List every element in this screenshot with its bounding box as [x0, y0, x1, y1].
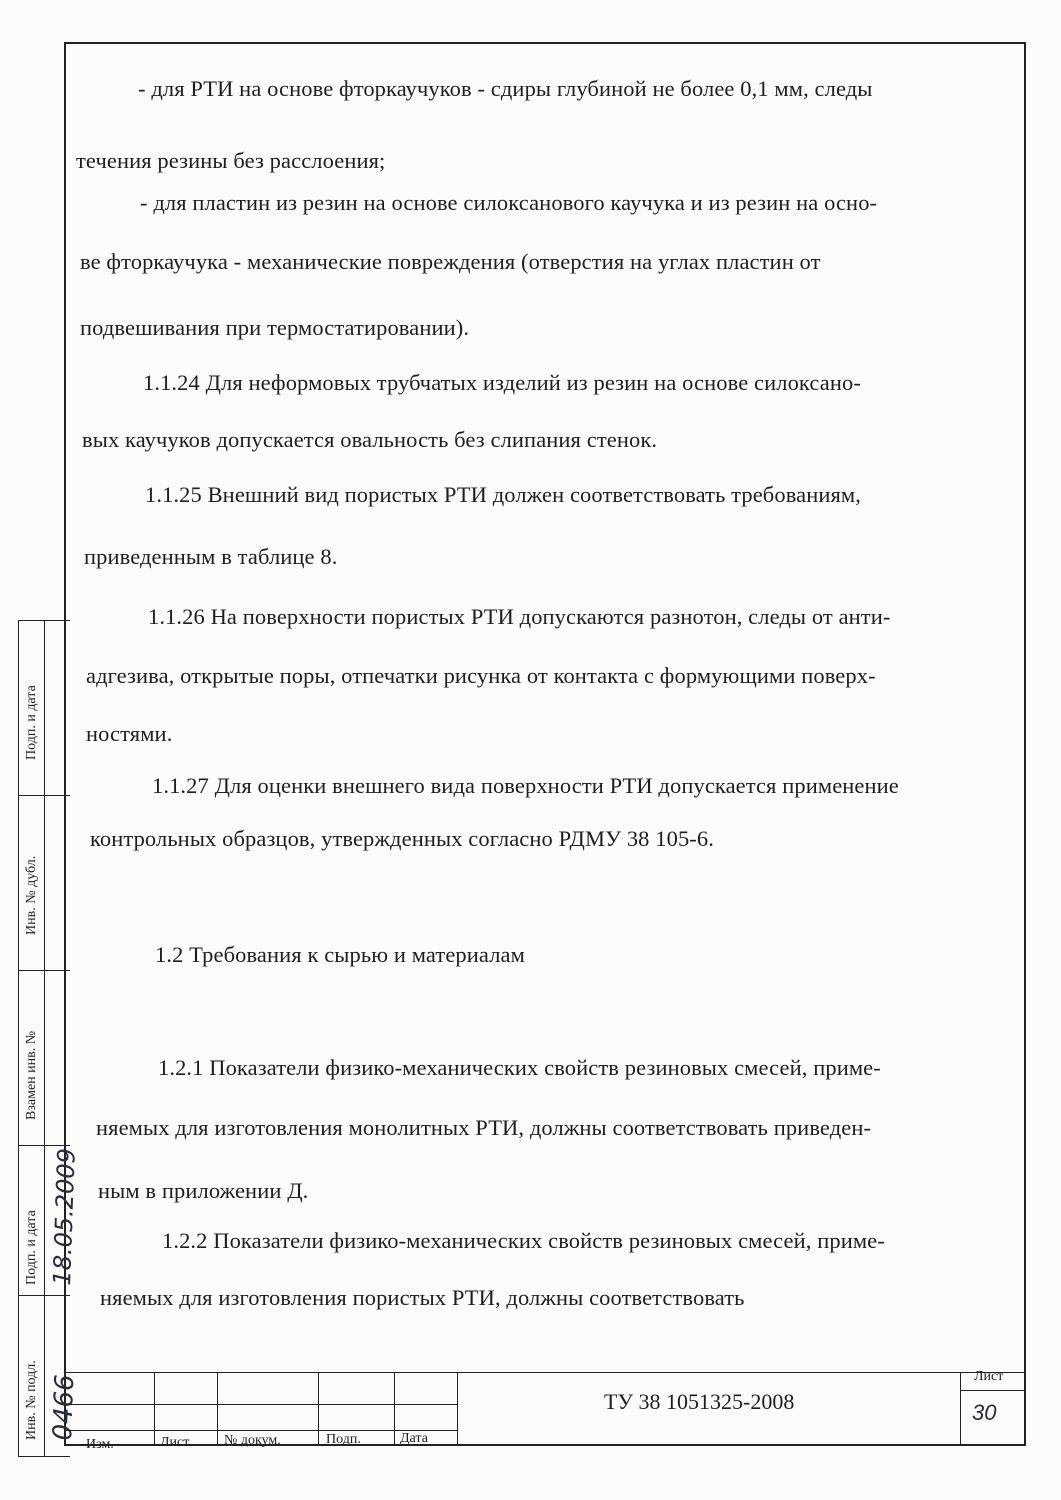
column-label-change: Изм. [86, 1437, 114, 1452]
text-line-6: 1.1.24 Для неформовых трубчатых изделий из резин на основе силоксано- [143, 370, 861, 395]
handwritten-inventory-number: 0466 [48, 1373, 81, 1442]
text-line-19: 1.2.2 Показатели физико-механических свойств резиновых смесей, приме- [162, 1228, 885, 1253]
strip-label-sign-date: Подп. и дата [24, 685, 39, 760]
text-line-2: течения резины без расслоения; [76, 148, 386, 173]
strip-label-dup-inv: Инв. № дубл. [24, 855, 39, 935]
text-line-8: 1.1.25 Внешний вид пористых РТИ должен соответствовать требованиям, [145, 482, 861, 507]
text-line-11: адгезива, открытые поры, отпечатки рисунка от контакта с формующими поверх- [86, 663, 876, 688]
text-line-16: 1.2.1 Показатели физико-механических свойств резиновых смесей, приме- [158, 1055, 881, 1080]
strip-label-replace-inv: Взамен инв. № [24, 1030, 39, 1120]
text-line-18: ным в приложении Д. [98, 1178, 309, 1203]
text-line-1: - для РТИ на основе фторкаучуков - сдиры глубиной не более 0,1 мм, следы [138, 76, 873, 101]
document-code: ТУ 38 1051325-2008 [604, 1389, 795, 1414]
column-label-sheet: Лист [160, 1435, 190, 1450]
text-line-10: 1.1.26 На поверхности пористых РТИ допускаются разнотон, следы от анти- [148, 604, 891, 629]
column-label-date: Дата [400, 1431, 428, 1446]
text-line-20: няемых для изготовления пористых РТИ, должны соответствовать [100, 1285, 745, 1310]
text-line-5: подвешивания при термостатировании). [80, 315, 470, 340]
sheet-number: 30 [972, 1400, 997, 1425]
text-line-13: 1.1.27 Для оценки внешнего вида поверхности РТИ допускается применение [152, 773, 899, 798]
handwritten-date: 18.05.2009 [48, 1147, 81, 1286]
text-line-4: ве фторкаучука - механические повреждения (отверстия на углах пластин от [80, 249, 821, 274]
column-label-doc-number: № докум. [224, 1433, 281, 1448]
text-line-3: - для пластин из резин на основе силоксанового каучука и из резин на осно- [140, 190, 878, 215]
column-label-signature: Подп. [326, 1432, 361, 1447]
strip-label-sign-date-2: Подп. и дата [24, 1210, 39, 1285]
text-line-14: контрольных образцов, утвержденных согласно РДМУ 38 105-6. [90, 826, 714, 851]
sheet-label: Лист [974, 1369, 1004, 1384]
strip-label-orig-inv: Инв. № подл. [24, 1360, 39, 1440]
text-line-7: вых каучуков допускается овальность без слипания стенок. [82, 427, 658, 452]
text-line-9: приведенным в таблице 8. [84, 544, 338, 569]
text-line-17: няемых для изготовления монолитных РТИ, должны соответствовать приведен- [96, 1115, 872, 1140]
section-heading: 1.2 Требования к сырью и материалам [155, 942, 525, 967]
text-line-12: ностями. [86, 721, 173, 746]
